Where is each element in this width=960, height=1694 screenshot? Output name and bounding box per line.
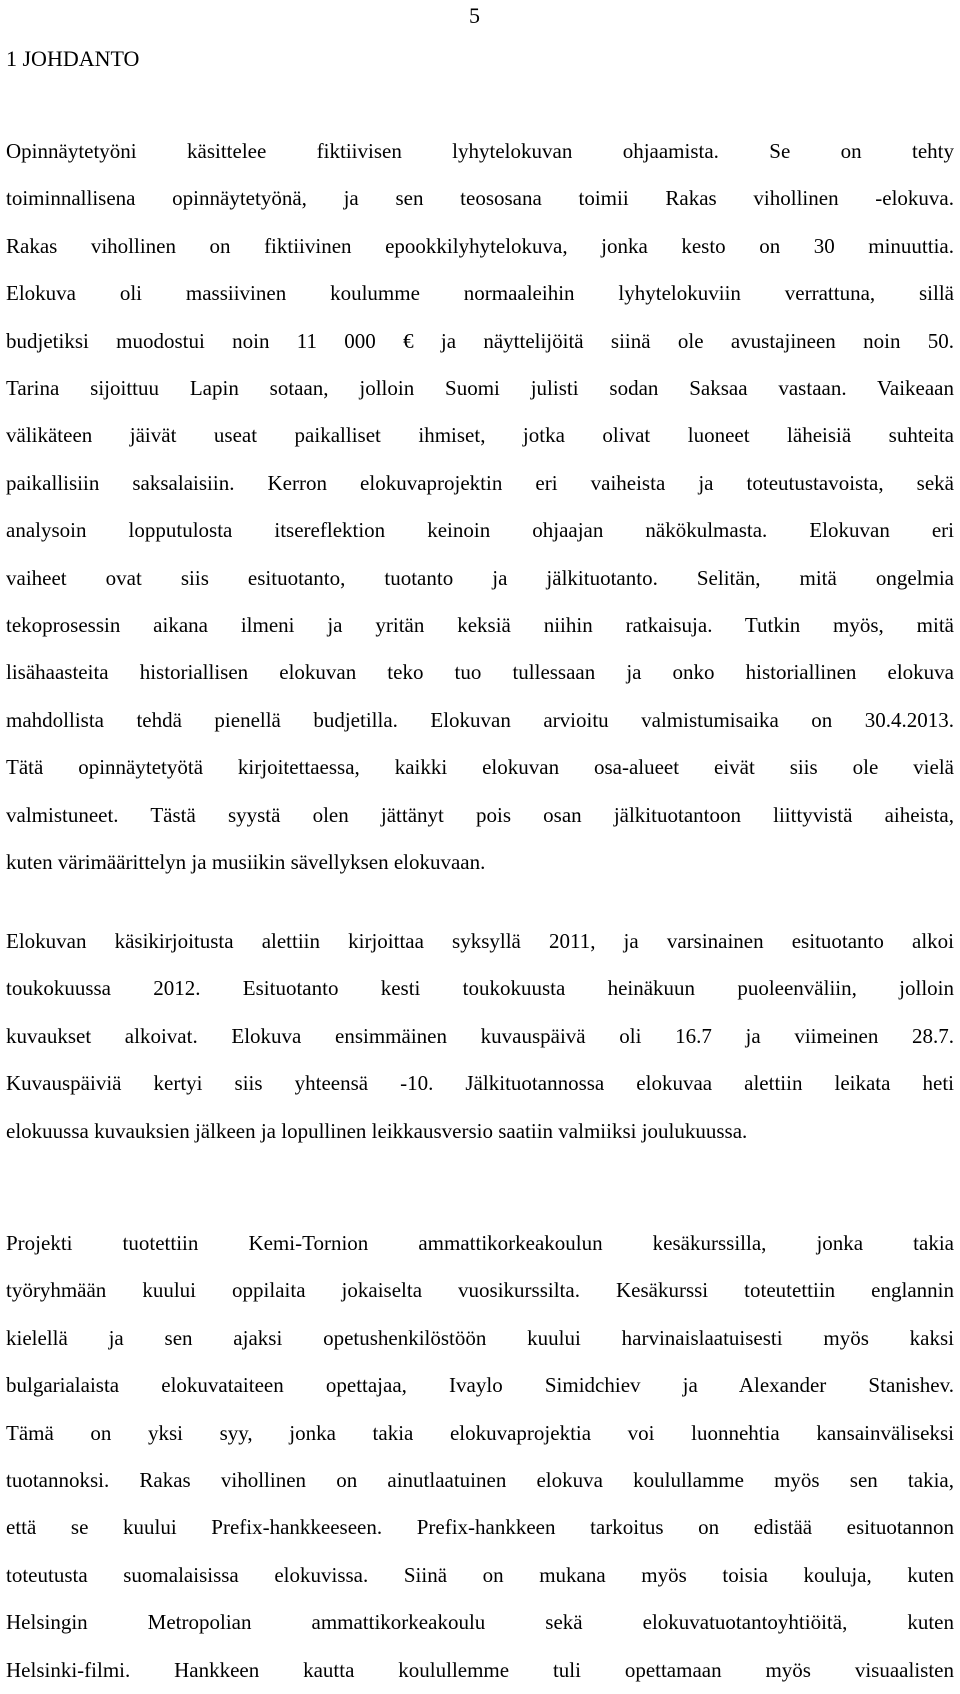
- text-line: valmistuneet. Tästä syystä olen jättänyt pois osan jälkituotantoon liittyvistä aiheista,: [6, 802, 954, 827]
- text-line: Tämä on yksi syy, jonka takia elokuvaprojektia voi luonnehtia kansainväliseksi: [6, 1420, 954, 1445]
- text-line: Tätä opinnäytetyötä kirjoitettaessa, kaikki elokuvan osa-alueet eivät siis ole vielä: [6, 755, 954, 780]
- text-line: Elokuvan käsikirjoitusta alettiin kirjoittaa syksyllä 2011, ja varsinainen esituotanto alkoi: [6, 929, 954, 953]
- text-line: kuvaukset alkoivat. Elokuva ensimmäinen kuvauspäivä oli 16.7 ja viimeinen 28.7.: [6, 1023, 954, 1048]
- page-number: 5: [469, 3, 480, 28]
- text-line: analysoin lopputulosta itsereflektion keinoin ohjaajan näkökulmasta. Elokuvan eri: [6, 518, 954, 543]
- text-line: välikäteen jäivät useat paikalliset ihmiset, jotka olivat luoneet läheisiä suhteita: [6, 423, 954, 448]
- text-line: että se kuului Prefix-hankkeeseen. Prefix-hankkeen tarkoitus on edistää esituotannon: [6, 1515, 954, 1540]
- text-line: Opinnäytetyöni käsittelee fiktiivisen lyhytelokuvan ohjaamista. Se on tehty: [6, 139, 954, 163]
- text-line: Elokuva oli massiivinen koulumme normaaleihin lyhytelokuviin verrattuna, sillä: [6, 281, 954, 306]
- paragraph-project: [6, 1220, 954, 1694]
- paragraph-schedule: [6, 918, 954, 1155]
- text-line: bulgarialaista elokuvataiteen opettajaa, Ivaylo Simidchiev ja Alexander Stanishev.: [6, 1373, 954, 1398]
- text-line: tuotannoksi. Rakas vihollinen on ainutlaatuinen elokuva koulullamme myös sen takia,: [6, 1468, 954, 1493]
- text-line: Rakas vihollinen on fiktiivinen epookkilyhytelokuva, jonka kesto on 30 minuuttia.: [6, 233, 954, 258]
- text-line: mahdollista tehdä pienellä budjetilla. Elokuvan arvioitu valmistumisaika on 30.4.2013.: [6, 707, 954, 732]
- text-line: Helsinki-filmi. Hankkeen kautta koulullemme tuli opettamaan myös visuaalisten: [6, 1657, 954, 1682]
- text-line: budjetiksi muodostui noin 11 000 € ja näyttelijöitä siinä ole avustajineen noin 50.: [6, 328, 954, 353]
- text-line: kuten värimäärittelyn ja musiikin sävellyksen elokuvaan.: [6, 850, 486, 875]
- text-line: Kuvauspäiviä kertyi siis yhteensä -10. Jälkituotannossa elokuvaa alettiin leikata heti: [6, 1071, 954, 1096]
- text-line: tekoprosessin aikana ilmeni ja yritän keksiä niihin ratkaisuja. Tutkin myös, mitä: [6, 613, 954, 638]
- text-line: toiminnallisena opinnäytetyönä, ja sen teososana toimii Rakas vihollinen -elokuva.: [6, 186, 954, 211]
- text-line: lisähaasteita historiallisen elokuvan teko tuo tullessaan ja onko historiallinen elokuva: [6, 660, 954, 685]
- text-line: Projekti tuotettiin Kemi-Tornion ammattikorkeakoulun kesäkurssilla, jonka takia: [6, 1231, 954, 1255]
- text-line: toteutusta suomalaisissa elokuvissa. Siinä on mukana myös toisia kouluja, kuten: [6, 1562, 954, 1587]
- text-line: vaiheet ovat siis esituotanto, tuotanto ja jälkituotanto. Selitän, mitä ongelmia: [6, 565, 954, 590]
- text-line: työryhmään kuului oppilaita jokaiselta vuosikurssilta. Kesäkurssi toteutettiin englannin: [6, 1278, 954, 1303]
- text-line: paikallisiin saksalaisiin. Kerron elokuvaprojektin eri vaiheista ja toteutustavoista, sekä: [6, 470, 954, 495]
- chapter-heading: 1 JOHDANTO: [6, 46, 140, 71]
- text-line: kielellä ja sen ajaksi opetushenkilöstöön kuului harvinaislaatuisesti myös kaksi: [6, 1325, 954, 1350]
- paragraph-intro: [6, 128, 954, 887]
- text-line: elokuussa kuvauksien jälkeen ja lopullinen leikkausversio saatiin valmiiksi joulukuussa.: [6, 1118, 748, 1143]
- text-line: toukokuussa 2012. Esituotanto kesti toukokuusta heinäkuun puoleenväliin, jolloin: [6, 976, 954, 1001]
- text-line: Tarina sijoittuu Lapin sotaan, jolloin Suomi julisti sodan Saksaa vastaan. Vaikeaan: [6, 376, 954, 401]
- text-line: Helsingin Metropolian ammattikorkeakoulu sekä elokuvatuotantoyhtiöitä, kuten: [6, 1610, 954, 1635]
